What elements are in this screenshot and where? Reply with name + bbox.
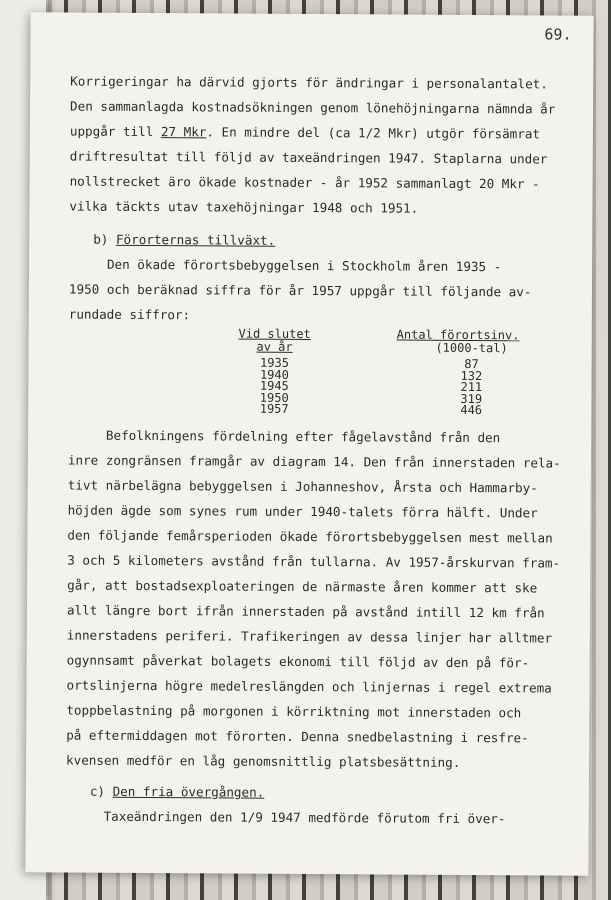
document-page xyxy=(25,12,593,875)
text-line: ogynnsamt påverkat bolagets ekonomi till följd av den på för- xyxy=(66,652,530,671)
text-line: Den sammanlagda kostnadsökningen genom lönehöjningarna nämnda år xyxy=(70,98,556,117)
year-header-line1: Vid slutet xyxy=(238,326,311,342)
text-line: driftresultat till följd av taxeändringen 1947. Staplarna under xyxy=(69,148,548,167)
section-heading-b: b) Förorternas tillväxt. xyxy=(93,231,276,248)
text-line: höjden ägde som synes rum under 1940-talets förra hälft. Under xyxy=(67,502,538,521)
population-cell: 319 xyxy=(460,391,483,406)
text-line: toppbelastning på morgonen i körriktning mot innerstaden och xyxy=(66,702,522,721)
page-number: 69. xyxy=(544,25,572,44)
text-line: tivt närbelägna bebyggelsen i Johanneshov, Årsta och Hammarby- xyxy=(67,477,538,496)
year-column xyxy=(235,326,315,416)
page-body xyxy=(66,69,591,832)
population-header-line2: (1000-tal) xyxy=(435,340,508,355)
year-cell: 1945 xyxy=(259,378,289,393)
population-table xyxy=(206,327,567,425)
population-cell: 446 xyxy=(460,402,483,418)
text-line: inre zongränsen framgår av diagram 14. Den från innerstaden rela- xyxy=(67,452,561,471)
text-line: rundade siffror: xyxy=(68,306,191,323)
text-line: innerstadens periferi. Trafikeringen av dessa linjer har alltmer xyxy=(66,627,553,646)
text-line: ortslinjerna högre medelreslängden och linjernas i regel extrema xyxy=(66,677,552,696)
text-line: uppgår till 27 Mkr. En mindre del (ca 1/2 Mkr) utgör försämrat xyxy=(69,123,541,142)
section-heading-c: c) Den fria övergången. xyxy=(89,783,265,800)
year-cell: 1950 xyxy=(259,390,289,405)
population-column xyxy=(396,327,547,418)
year-header-line2: av år xyxy=(256,339,293,354)
year-cell: 1957 xyxy=(259,401,289,416)
population-header-line1: Antal förortsinv. xyxy=(396,327,520,343)
text-line: den följande femårsperioden ökade förortsbebyggelsen mest mellan xyxy=(67,527,553,546)
text-line: allt längre bort ifrån innerstaden på avstånd intill 12 km från xyxy=(66,602,545,621)
text-line: 1950 och beräknad siffra för år 1957 uppgår till följande av- xyxy=(68,281,532,300)
text-line: Befolkningens fördelning efter fågelavstånd från den xyxy=(68,427,501,446)
text-line: Korrigeringar ha därvid gjorts för ändringar i personalantalet. xyxy=(70,73,548,92)
text-line: vilka täckts utav taxehöjningar 1948 och 1951. xyxy=(69,198,419,216)
text-line: Den ökade förortsbebyggelsen i Stockholm åren 1935 - xyxy=(69,256,502,275)
population-cell: 132 xyxy=(460,368,483,383)
text-line: nollstrecket äro ökade kostnader - år 1952 sammanlagt 20 Mkr - xyxy=(69,173,540,192)
underlined-amount: 27 Mkr xyxy=(160,124,207,140)
text-line: kvensen medför en låg genomsnittlig platsbesättning. xyxy=(66,752,461,770)
year-cell: 1940 xyxy=(259,367,289,382)
year-cell: 1935 xyxy=(259,355,289,370)
text-line: går, att bostadsexploateringen de närmaste åren kommer att ske xyxy=(67,577,538,596)
population-cell: 211 xyxy=(460,379,483,395)
text-line: Taxeändringen den 1/9 1947 medförde förutom fri över- xyxy=(65,808,506,827)
population-cell: 87 xyxy=(464,356,479,372)
text-line: 3 och 5 kilometers avstånd från tullarna. Av 1957-årskurvan fram- xyxy=(67,552,561,571)
text-line: på eftermiddagen mot förorten. Denna snedbelastning i resfre- xyxy=(66,727,529,746)
